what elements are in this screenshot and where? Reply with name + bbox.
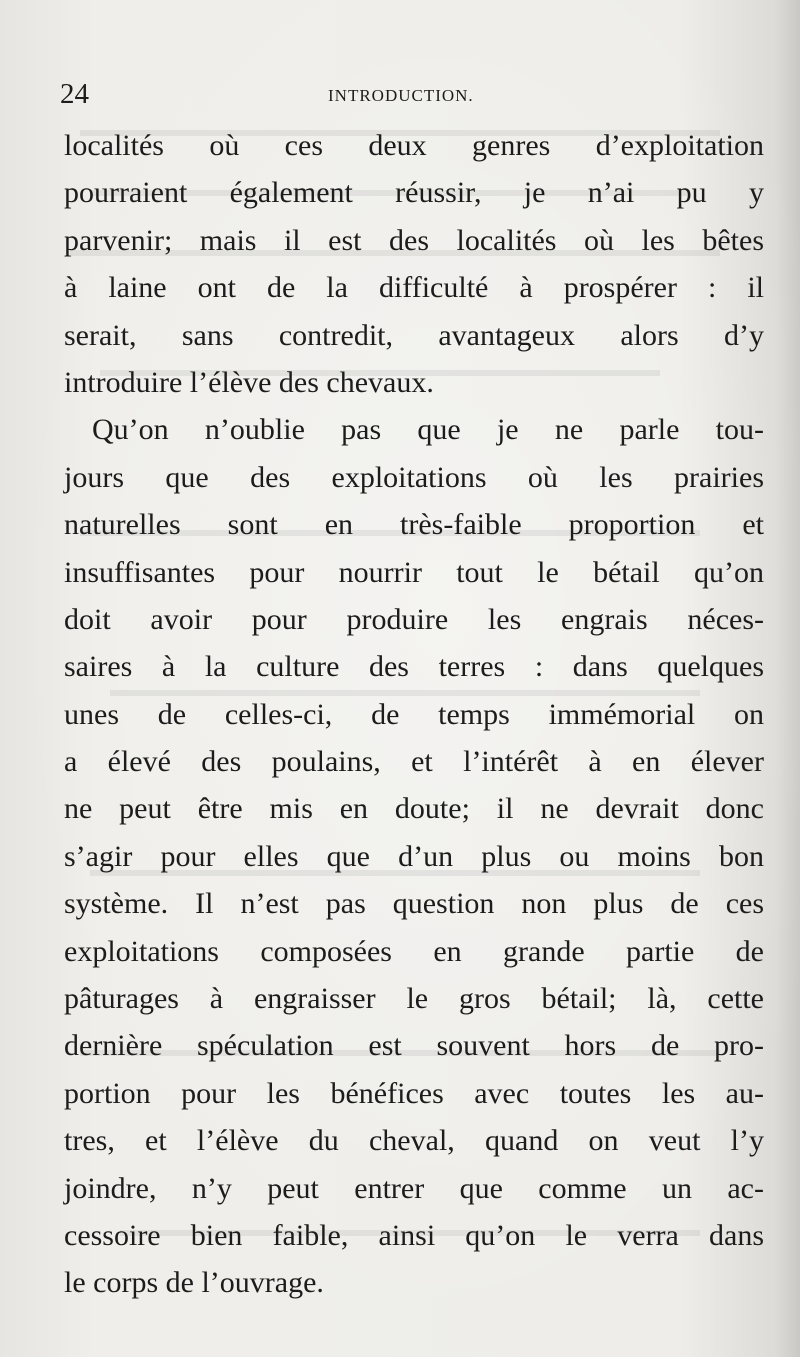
page-header [60,78,760,118]
page-number: 24 [60,78,89,110]
body-text [64,122,764,1307]
text-line: pâturages à engraisser le gros bétail; là, cette [64,982,764,1016]
text-line: unes de celles-ci, de temps immémorial on [64,697,764,731]
text-line: système. Il n’est pas question non plus de ces [64,887,764,921]
running-head: INTRODUCTION. [328,86,474,105]
text-line: a élevé des poulains, et l’intérêt à en élever [64,745,764,779]
text-line: dernière spéculation est souvent hors de pro- [64,1029,764,1063]
text-line: naturelles sont en très-faible proportion et [64,508,764,542]
text-line: parvenir; mais il est des localités où les bêtes [64,223,764,257]
text-line: ne peut être mis en doute; il ne devrait donc [64,792,764,826]
text-line: doit avoir pour produire les engrais néces- [64,602,764,636]
text-line: cessoire bien faible, ainsi qu’on le verra dans [64,1218,764,1252]
text-line: saires à la culture des terres : dans quelques [64,650,764,684]
text-line: jours que des exploitations où les prairies [64,460,764,494]
text-line: à laine ont de la difficulté à prospérer : il [64,271,764,305]
text-line: s’agir pour elles que d’un plus ou moins bon [64,839,764,873]
text-line: introduire l’élève des chevaux. [64,365,434,399]
text-line: serait, sans contredit, avantageux alors d’y [64,318,764,352]
text-line: le corps de l’ouvrage. [64,1266,324,1300]
text-line: tres, et l’élève du cheval, quand on veut l’y [64,1124,764,1158]
text-line: Qu’on n’oublie pas que je ne parle tou- [92,413,764,447]
text-line: joindre, n’y peut entrer que comme un ac- [64,1171,764,1205]
text-line: portion pour les bénéfices avec toutes les au- [64,1076,764,1110]
text-line: insuffisantes pour nourrir tout le bétail qu’on [64,555,764,589]
text-line: exploitations composées en grande partie de [64,934,764,968]
text-line: localités où ces deux genres d’exploitation [64,129,764,162]
text-line: pourraient également réussir, je n’ai pu y [64,176,764,210]
